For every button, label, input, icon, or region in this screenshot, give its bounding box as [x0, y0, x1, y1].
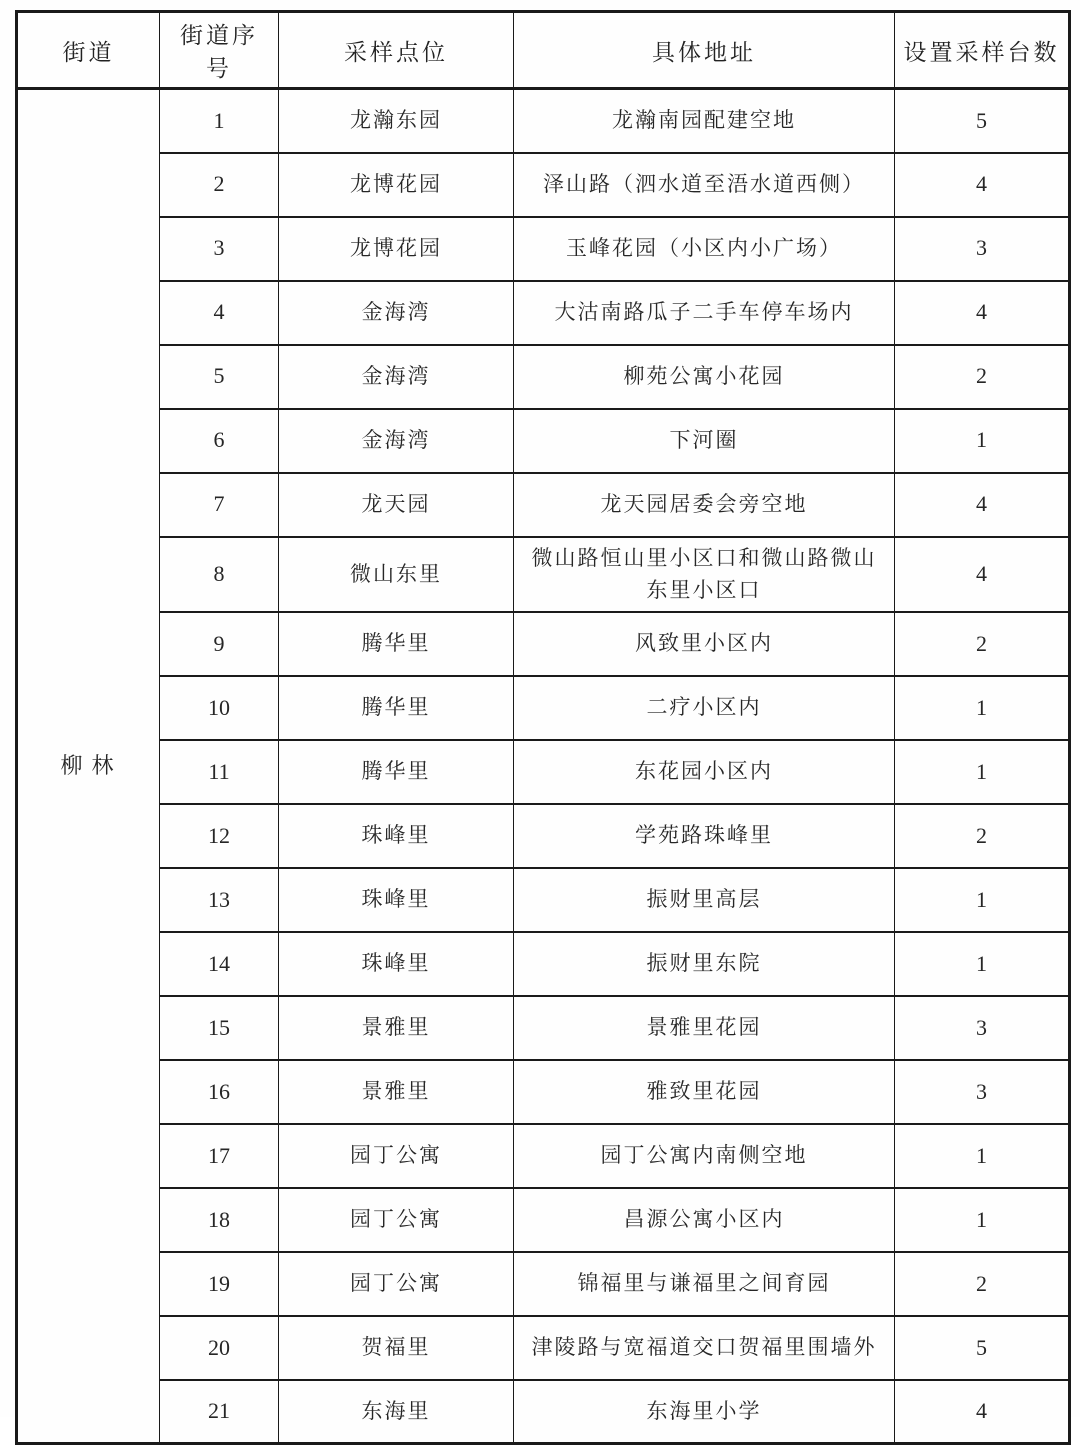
- station-count-cell: 4: [895, 153, 1070, 217]
- station-count-cell: 4: [895, 473, 1070, 537]
- address-cell: 柳苑公寓小花园: [514, 345, 895, 409]
- row-number-cell: 10: [160, 676, 279, 740]
- sampling-point-cell: 景雅里: [279, 1060, 514, 1124]
- address-cell: 东花园小区内: [514, 740, 895, 804]
- row-number-cell: 6: [160, 409, 279, 473]
- station-count-cell: 1: [895, 1188, 1070, 1252]
- sampling-point-cell: 东海里: [279, 1380, 514, 1444]
- row-number-cell: 13: [160, 868, 279, 932]
- row-number-cell: 2: [160, 153, 279, 217]
- station-count-cell: 2: [895, 345, 1070, 409]
- row-number-cell: 3: [160, 217, 279, 281]
- address-cell: 园丁公寓内南侧空地: [514, 1124, 895, 1188]
- table-row: [17, 612, 1070, 676]
- address-cell: 大沽南路瓜子二手车停车场内: [514, 281, 895, 345]
- row-number-cell: 11: [160, 740, 279, 804]
- table-row: [17, 1060, 1070, 1124]
- sampling-point-cell: 珠峰里: [279, 804, 514, 868]
- sampling-points-table: [15, 10, 1071, 1445]
- table-row: [17, 89, 1070, 153]
- table-row: [17, 1316, 1070, 1380]
- sampling-point-cell: 园丁公寓: [279, 1252, 514, 1316]
- table-row: [17, 804, 1070, 868]
- address-cell: 昌源公寓小区内: [514, 1188, 895, 1252]
- row-number-cell: 8: [160, 537, 279, 612]
- sampling-point-cell: 园丁公寓: [279, 1188, 514, 1252]
- address-cell: 振财里东院: [514, 932, 895, 996]
- station-count-cell: 3: [895, 1060, 1070, 1124]
- sampling-point-cell: 金海湾: [279, 409, 514, 473]
- table-row: [17, 473, 1070, 537]
- station-count-cell: 4: [895, 1380, 1070, 1444]
- row-number-cell: 7: [160, 473, 279, 537]
- table-row: [17, 996, 1070, 1060]
- address-cell: 龙瀚南园配建空地: [514, 89, 895, 153]
- address-cell: 锦福里与谦福里之间育园: [514, 1252, 895, 1316]
- table-row: [17, 409, 1070, 473]
- row-number-cell: 20: [160, 1316, 279, 1380]
- sampling-point-cell: 金海湾: [279, 345, 514, 409]
- table-row: [17, 676, 1070, 740]
- sampling-point-cell: 腾华里: [279, 740, 514, 804]
- street-group-cell: 柳林: [17, 89, 160, 1444]
- station-count-cell: 5: [895, 1316, 1070, 1380]
- station-count-cell: 1: [895, 868, 1070, 932]
- sampling-point-cell: 龙博花园: [279, 217, 514, 281]
- table-row: [17, 1188, 1070, 1252]
- sampling-point-cell: 贺福里: [279, 1316, 514, 1380]
- col-header-address: 具体地址: [514, 12, 895, 89]
- station-count-cell: 4: [895, 537, 1070, 612]
- row-number-cell: 1: [160, 89, 279, 153]
- row-number-cell: 5: [160, 345, 279, 409]
- address-cell: 学苑路珠峰里: [514, 804, 895, 868]
- station-count-cell: 5: [895, 89, 1070, 153]
- sampling-point-cell: 微山东里: [279, 537, 514, 612]
- station-count-cell: 1: [895, 740, 1070, 804]
- sampling-point-cell: 腾华里: [279, 676, 514, 740]
- table-row: [17, 217, 1070, 281]
- sampling-point-cell: 珠峰里: [279, 868, 514, 932]
- row-number-cell: 16: [160, 1060, 279, 1124]
- station-count-cell: 2: [895, 1252, 1070, 1316]
- station-count-cell: 1: [895, 409, 1070, 473]
- address-cell: 景雅里花园: [514, 996, 895, 1060]
- table-row: [17, 868, 1070, 932]
- address-cell: 泽山路（泗水道至浯水道西侧）: [514, 153, 895, 217]
- station-count-cell: 1: [895, 676, 1070, 740]
- address-cell: 龙天园居委会旁空地: [514, 473, 895, 537]
- sampling-point-cell: 龙瀚东园: [279, 89, 514, 153]
- table-row: [17, 932, 1070, 996]
- station-count-cell: 3: [895, 996, 1070, 1060]
- row-number-cell: 18: [160, 1188, 279, 1252]
- row-number-cell: 9: [160, 612, 279, 676]
- sampling-point-cell: 金海湾: [279, 281, 514, 345]
- address-cell: 津陵路与宽福道交口贺福里围墙外: [514, 1316, 895, 1380]
- sampling-point-cell: 龙天园: [279, 473, 514, 537]
- col-header-street: 街道: [17, 12, 160, 89]
- col-header-station-count: 设置采样台数: [895, 12, 1070, 89]
- station-count-cell: 1: [895, 1124, 1070, 1188]
- col-header-sampling-point: 采样点位: [279, 12, 514, 89]
- sampling-point-cell: 景雅里: [279, 996, 514, 1060]
- table-row: [17, 1252, 1070, 1316]
- row-number-cell: 21: [160, 1380, 279, 1444]
- address-cell: 风致里小区内: [514, 612, 895, 676]
- table-row: [17, 281, 1070, 345]
- table-row: [17, 345, 1070, 409]
- address-cell: 玉峰花园（小区内小广场）: [514, 217, 895, 281]
- row-number-cell: 4: [160, 281, 279, 345]
- row-number-cell: 19: [160, 1252, 279, 1316]
- station-count-cell: 1: [895, 932, 1070, 996]
- address-cell: 二疗小区内: [514, 676, 895, 740]
- col-header-street-number: 街道序号: [160, 12, 279, 89]
- address-cell: 振财里高层: [514, 868, 895, 932]
- table-row: [17, 740, 1070, 804]
- table-row: [17, 537, 1070, 612]
- address-cell: 东海里小学: [514, 1380, 895, 1444]
- address-cell: 雅致里花园: [514, 1060, 895, 1124]
- sampling-point-cell: 腾华里: [279, 612, 514, 676]
- sampling-point-cell: 龙博花园: [279, 153, 514, 217]
- sampling-point-cell: 珠峰里: [279, 932, 514, 996]
- table-row: [17, 1124, 1070, 1188]
- header-row: [17, 12, 1070, 89]
- row-number-cell: 15: [160, 996, 279, 1060]
- table-row: [17, 153, 1070, 217]
- station-count-cell: 3: [895, 217, 1070, 281]
- row-number-cell: 12: [160, 804, 279, 868]
- station-count-cell: 4: [895, 281, 1070, 345]
- station-count-cell: 2: [895, 804, 1070, 868]
- station-count-cell: 2: [895, 612, 1070, 676]
- table-row: [17, 1380, 1070, 1444]
- row-number-cell: 17: [160, 1124, 279, 1188]
- table-body: [17, 89, 1070, 1444]
- address-cell: 微山路恒山里小区口和微山路微山东里小区口: [514, 537, 895, 612]
- sampling-point-cell: 园丁公寓: [279, 1124, 514, 1188]
- address-cell: 下河圈: [514, 409, 895, 473]
- row-number-cell: 14: [160, 932, 279, 996]
